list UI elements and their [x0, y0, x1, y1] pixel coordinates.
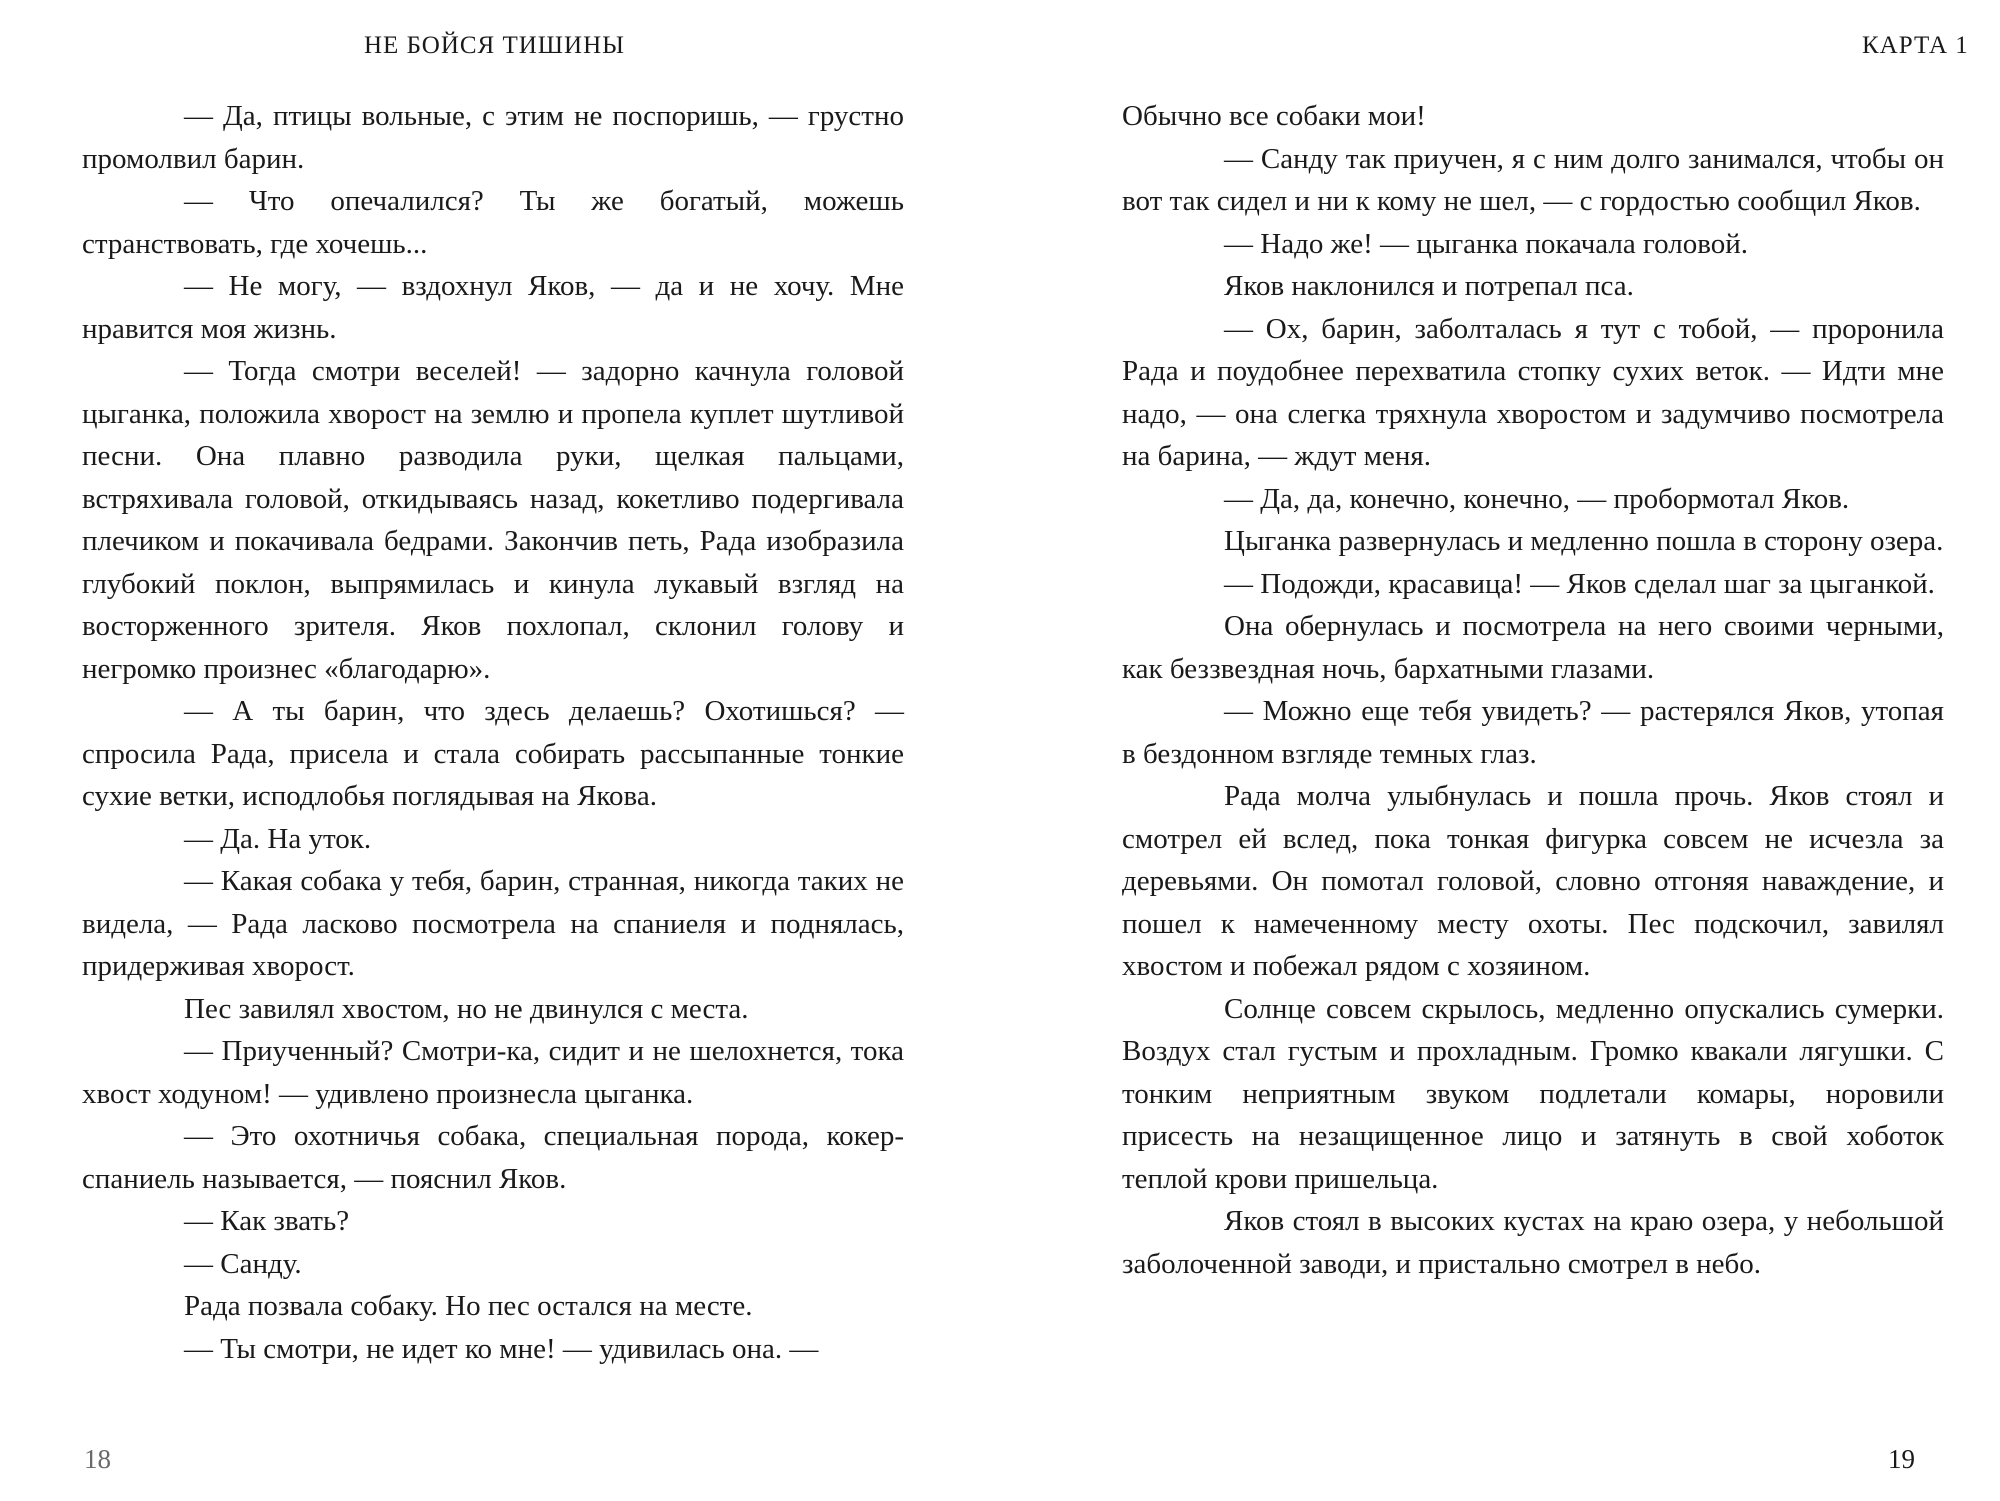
paragraph: Пес завилял хвостом, но не двинулся с места.	[184, 992, 749, 1025]
paragraph: — Что опечалился? Ты же богатый, можешь странствовать, где хочешь...	[82, 185, 904, 260]
paragraph: — Ты смотри, не идет ко мне! — удивилась она. —	[184, 1332, 819, 1365]
paragraph: — Да, да, конечно, конечно, — пробормотал Яков.	[1224, 482, 1850, 515]
paragraph: — А ты барин, что здесь делаешь? Охотишься? — спросила Рада, присела и стала собирать рассыпанные тонкие сухие ветки, исподлобья поглядывая на Якова.	[82, 695, 904, 812]
right-page	[1000, 0, 2000, 1501]
paragraph-continued: Обычно все собаки мои!	[1122, 100, 1426, 132]
paragraph: — Подожди, красавица! — Яков сделал шаг за цыганкой.	[1224, 567, 1935, 600]
page-number: 18	[84, 1444, 111, 1474]
paragraph: — Можно еще тебя увидеть? — растерялся Яков, утопая в бездонном взгляде темных глаз.	[1122, 695, 1944, 770]
running-head-chapter-title: КАРТА 1	[1862, 32, 1969, 59]
paragraph: — Ох, барин, заболталась я тут с тобой, — проронила Рада и поудобнее перехватила стопку сухих веток. — Идти мне надо, — она слегка тряхнула хворостом и задумчиво посмотрела на барина, — ждут меня.	[1122, 312, 1944, 472]
paragraph: Солнце совсем скрылось, медленно опускались сумерки. Воздух стал густым и прохладным. Громко квакали лягушки. С тонким неприятным звуком подлетали комары, норовили присесть на незащищенное лицо и затянуть в свой хоботок теплой крови пришельца.	[1122, 992, 1944, 1195]
paragraph: — Санду так приучен, я с ним долго занимался, чтобы он вот так сидел и ни к кому не шел, — с гордостью сообщил Яков.	[1122, 142, 1944, 217]
paragraph: — Приученный? Смотри-ка, сидит и не шелохнется, тока хвост ходуном! — удивлено произнесла цыганка.	[82, 1035, 904, 1110]
paragraph: — Это охотничья собака, специальная порода, кокер-спаниель называется, — пояснил Яков.	[82, 1120, 904, 1195]
paragraph: — Да, птицы вольные, с этим не поспоришь, — грустно промолвил барин.	[82, 100, 904, 175]
paragraph: — Тогда смотри веселей! — задорно качнула головой цыганка, положила хворост на землю и пропела куплет шутливой песни. Она плавно разводила руки, щелкая пальцами, встряхивала головой, откидываясь назад, кокетливо подергивала плечиком и покачивала бедрами. Закончив петь, Рада изобразила глубокий поклон, выпрямилась и кинула лукавый взгляд на восторженного зрителя. Яков похлопал, склонил голову и негромко произнес «благодарю».	[82, 355, 904, 685]
running-head-book-title: НЕ БОЙСЯ ТИШИНЫ	[364, 32, 625, 59]
paragraph: Она обернулась и посмотрела на него своими черными, как беззвездная ночь, бархатными глазами.	[1122, 610, 1944, 685]
paragraph: — Не могу, — вздохнул Яков, — да и не хочу. Мне нравится моя жизнь.	[82, 270, 904, 345]
paragraph: — Санду.	[184, 1247, 302, 1280]
paragraph: Яков стоял в высоких кустах на краю озера, у небольшой заболоченной заводи, и пристально смотрел в небо.	[1122, 1205, 1944, 1280]
left-page-text	[82, 95, 904, 1370]
paragraph: Рада позвала собаку. Но пес остался на месте.	[184, 1290, 753, 1322]
paragraph: — Какая собака у тебя, барин, странная, никогда таких не видела, — Рада ласково посмотрела на спаниеля и поднялась, придерживая хворост.	[82, 865, 904, 982]
right-page-text	[1122, 95, 1944, 1285]
paragraph: — Как звать?	[184, 1205, 350, 1237]
paragraph: — Надо же! — цыганка покачала головой.	[1224, 227, 1749, 260]
paragraph: Яков наклонился и потрепал пса.	[1224, 270, 1634, 302]
page-number: 19	[1888, 1444, 1915, 1474]
paragraph: Рада молча улыбнулась и пошла прочь. Яков стоял и смотрел ей вслед, пока тонкая фигурка совсем не исчезла за деревьями. Он помотал головой, словно отгоняя наваждение, и пошел к намеченному месту охоты. Пес подскочил, завилял хвостом и побежал рядом с хозяином.	[1122, 780, 1944, 982]
paragraph: — Да. На уток.	[184, 822, 372, 855]
paragraph: Цыганка развернулась и медленно пошла в сторону озера.	[1224, 525, 1944, 557]
